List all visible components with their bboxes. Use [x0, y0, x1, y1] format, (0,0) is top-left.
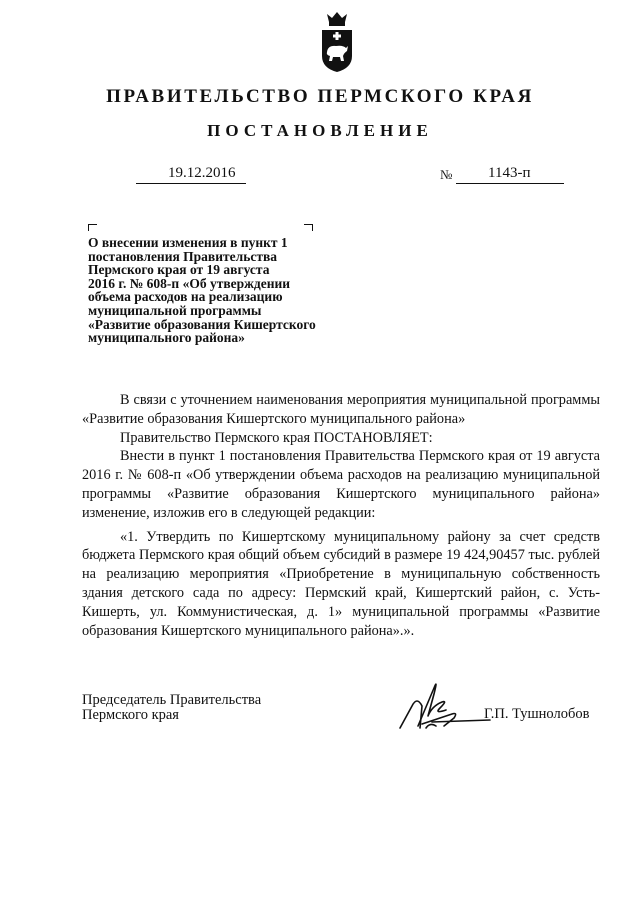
government-title: ПРАВИТЕЛЬСТВО ПЕРМСКОГО КРАЯ	[106, 86, 534, 107]
handwritten-signature	[396, 676, 492, 732]
document-body	[82, 391, 600, 640]
subject-line: объема расходов на реализацию	[88, 289, 283, 305]
body-paragraph-resolves: Правительство Пермского края ПОСТАНОВЛЯЕТ:	[120, 429, 433, 446]
position-line: Пермского края	[82, 707, 179, 723]
subject-line: «Развитие образования Кишертского	[88, 316, 316, 332]
document-type: ПОСТАНОВЛЕНИЕ	[207, 121, 433, 140]
body-paragraph-preamble: В связи с уточнением наименования мероприятия муниципальной программы «Развитие образования Кишертского муниципального района»	[82, 392, 600, 427]
body-paragraph-amendment: Внести в пункт 1 постановления Правительства Пермского края от 19 августа 2016 г. № 608-п «Об утверждении объема расходов на реализацию муниципальной программы «Развитие образования Кишертского муниципального района» изменение, изложив его в следующей редакции:	[82, 448, 600, 521]
subject-line: 2016 г. № 608-п «Об утверждении	[88, 275, 291, 291]
body-paragraph-new-text: «1. Утвердить по Кишертскому муниципальному району за счет средств бюджета Пермского края общий объем субсидий в размере 19 424,90457 тыс. рублей на реализацию мероприятия «Приобретение в муниципальную собственность здания детского сада по адресу: Пермский край, Кишертский район, с. Усть-Кишерть, ул. Коммунистическая, д. 1» муниципальной программы «Развитие образования Кишертского муниципального района».».	[82, 528, 600, 639]
subject-line: муниципального района»	[88, 330, 245, 346]
signatory-position	[82, 693, 261, 723]
number-sign: №	[440, 167, 453, 182]
document-date: 19.12.2016	[168, 165, 236, 181]
subject-line: О внесении изменения в пункт 1	[88, 235, 288, 250]
position-line: Председатель Правительства	[82, 692, 262, 708]
document-number: 1143-п	[488, 165, 531, 181]
subject-corner-right	[304, 224, 313, 231]
number-underline	[456, 183, 564, 184]
subject-line: Пермского края от 19 августа	[88, 262, 270, 278]
document-subject	[88, 236, 348, 345]
subject-corner-left	[88, 224, 97, 231]
date-underline	[136, 183, 246, 184]
signer-name: Г.П. Тушнолобов	[484, 706, 590, 722]
subject-line: муниципальной программы	[88, 302, 262, 318]
coat-of-arms-icon	[319, 12, 355, 74]
subject-line: постановления Правительства	[88, 248, 277, 264]
